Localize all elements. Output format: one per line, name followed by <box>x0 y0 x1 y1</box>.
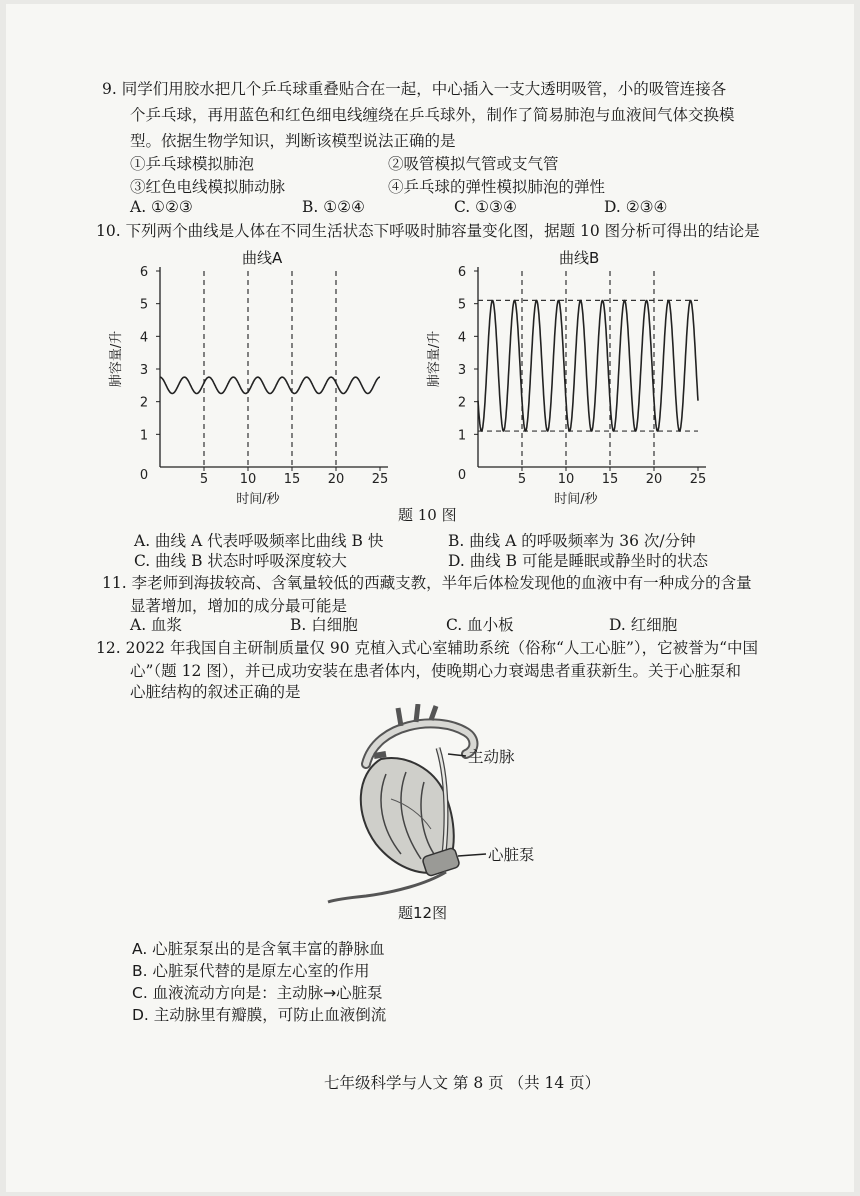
chart-b-y-tick-label: 6 <box>457 265 467 280</box>
q10-option-b: B. 曲线 A 的呼吸频率为 36 次/分钟 <box>448 532 696 550</box>
label-heart-pump: 心脏泵 <box>488 846 535 864</box>
q10-option-d: D. 曲线 B 可能是睡眠或静坐时的状态 <box>448 552 708 570</box>
page-footer: 七年级科学与人文 第 8 页 （共 14 页） <box>324 1074 601 1092</box>
chart-b-series-line <box>478 301 698 432</box>
chart-a-y-axis-label: 肺容量/升 <box>109 330 124 388</box>
q9-statement-1: ①乒乓球模拟肺泡 <box>130 155 255 173</box>
q9-option-d: D. ②③④ <box>604 198 668 216</box>
q9-statement-3: ③红色电线模拟肺动脉 <box>130 178 286 196</box>
chart-a-y-tick-label: 6 <box>139 265 149 280</box>
q10-option-a: A. 曲线 A 代表呼吸频率比曲线 B 快 <box>134 532 384 550</box>
figure-10-caption: 题 10 图 <box>398 506 457 524</box>
q12-option-a: A. 心脏泵泵出的是含氧丰富的静脉血 <box>132 940 385 958</box>
q9-stem-line1: 9. 同学们用胶水把几个乒乓球重叠贴合在一起，中心插入一支大透明吸管，小的吸管连接各 <box>102 80 727 98</box>
chart-b-x-tick-label: 5 <box>517 472 527 487</box>
chart-a-x-tick-label: 5 <box>199 472 209 487</box>
chart-b-origin-label: 0 <box>457 468 467 483</box>
chart-a-y-tick-label: 1 <box>139 428 149 444</box>
q12-stem-line3: 心脏结构的叙述正确的是 <box>130 683 301 701</box>
chart-a-x-axis-label: 时间/秒 <box>236 492 280 507</box>
q9-statement-4: ④乒乓球的弹性模拟肺泡的弹性 <box>388 178 606 196</box>
chart-b <box>420 262 730 507</box>
q10-stem: 10. 下列两个曲线是人体在不同生活状态下呼吸时肺容量变化图，据题 10 图分析可得出的结论是 <box>96 222 760 240</box>
chart-b-x-tick-label: 25 <box>689 472 707 487</box>
chart-b-x-tick-label: 20 <box>645 472 663 487</box>
q9-stem-line2: 个乒乓球，再用蓝色和红色细电线缠绕在乒乓球外，制作了简易肺泡与血液间气体交换模 <box>130 106 735 124</box>
chart-a-x-tick-label: 25 <box>371 472 389 487</box>
q10-option-c: C. 曲线 B 状态时呼吸深度较大 <box>134 552 347 570</box>
chart-a-y-tick-label: 3 <box>139 363 149 378</box>
chart-a-x-tick-label: 20 <box>327 472 345 487</box>
q12-option-d: D. 主动脉里有瓣膜，可防止血液倒流 <box>132 1006 387 1024</box>
q9-option-a: A. ①②③ <box>130 198 193 216</box>
q12-option-c: C. 血液流动方向是：主动脉→心脏泵 <box>132 984 383 1002</box>
q12-option-b: B. 心脏泵代替的是原左心室的作用 <box>132 962 370 980</box>
chart-a-y-tick-label: 2 <box>139 395 149 411</box>
q11-option-b: B. 白细胞 <box>290 616 358 634</box>
chart-a <box>102 262 412 507</box>
q11-stem-line2: 显著增加，增加的成分最可能是 <box>130 597 348 615</box>
chart-a-x-tick-label: 10 <box>239 472 257 487</box>
q9-option-c: C. ①③④ <box>454 198 517 216</box>
exam-page <box>6 4 854 1192</box>
chart-b-x-axis-label: 时间/秒 <box>554 492 598 507</box>
q12-stem-line1: 12. 2022 年我国自主研制质量仅 90 克植入式心室辅助系统（俗称“人工心脏”），它被誉为“中国 <box>96 639 759 657</box>
chart-b-y-tick-label: 5 <box>457 297 467 313</box>
heart-pump-illustration <box>326 704 566 904</box>
q11-stem-line1: 11. 李老师到海拔较高、含氧量较低的西藏支教，半年后体检发现他的血液中有一种成分的含量 <box>102 574 752 592</box>
q11-option-a: A. 血浆 <box>130 616 183 634</box>
q9-statement-2: ②吸管模拟气管或支气管 <box>388 155 559 173</box>
chart-a-origin-label: 0 <box>139 468 149 483</box>
q11-option-c: C. 血小板 <box>446 616 514 634</box>
chart-a-title: 曲线A <box>242 249 283 267</box>
chart-b-y-tick-label: 4 <box>457 330 467 346</box>
q9-stem-line3: 型。依据生物学知识，判断该模型说法正确的是 <box>130 132 456 150</box>
chart-a-x-tick-label: 15 <box>283 472 301 487</box>
chart-b-title: 曲线B <box>559 249 600 267</box>
q12-stem-line2: 心”（题 12 图），并已成功安装在患者体内，使晚期心力衰竭患者重获新生。关于心脏泵和 <box>130 662 742 680</box>
chart-b-y-tick-label: 3 <box>457 363 467 378</box>
chart-b-x-tick-label: 15 <box>601 472 619 487</box>
chart-b-y-tick-label: 1 <box>457 428 467 444</box>
figure-12-caption: 题12图 <box>398 904 448 922</box>
q11-option-d: D. 红细胞 <box>609 616 678 634</box>
chart-b-x-tick-label: 10 <box>557 472 575 487</box>
chart-a-y-tick-label: 5 <box>139 297 149 313</box>
label-aorta: 主动脉 <box>468 748 515 766</box>
chart-b-y-tick-label: 2 <box>457 395 467 411</box>
chart-a-series-line <box>160 377 380 393</box>
chart-a-y-tick-label: 4 <box>139 330 149 346</box>
chart-b-y-axis-label: 肺容量/升 <box>427 330 442 388</box>
q9-option-b: B. ①②④ <box>302 198 365 216</box>
